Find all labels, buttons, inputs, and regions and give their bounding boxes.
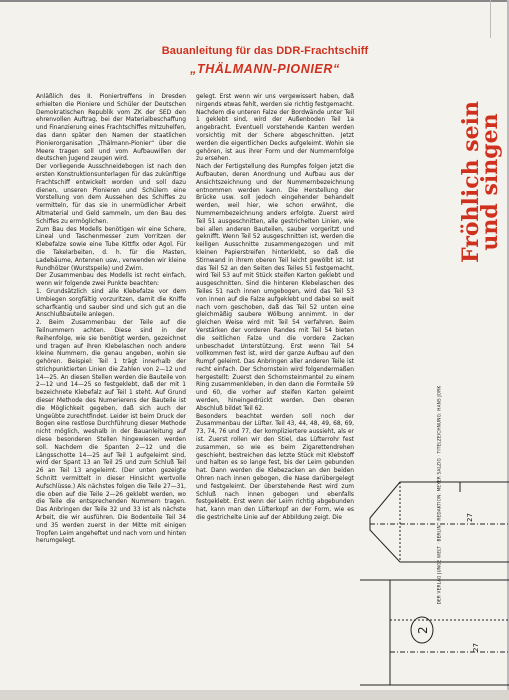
page-edge-fold <box>490 0 491 38</box>
paragraph: Anläßlich des II. Pioniertreffens in Dresden erhielten die Pioniere und Schüler der Deutschen Demokratischen Republik vom ZK der SED den ehrenvollen Auftrag, bei der Materialbeschaffung und Finanzierung eines Frachtschiffes mitzuhelfen, das dann später den Namen der staatlichen Pionierorganisation „Thälmann-Pionier“ über die Meere tragen soll und vom Aufbauwillen der deutschen Jugend zeugen wird. <box>36 94 186 163</box>
paragraph: Der Zusammenbau des Modells ist recht einfach, wenn wir folgende zwei Punkte beachten: <box>36 273 186 288</box>
cut-line-top <box>370 482 509 518</box>
page-edge-bottom <box>0 690 509 700</box>
paragraph: Der vorliegende Ausschneidebogen ist nach den ersten Konstruktionsunterlagen für das zukünftige Frachtschiff entwickelt worden und soll dazu dienen, unseren Pionieren und Schülern eine Vorstellung von dem Aussehen des Schiffes zu vermitteln, für das sie in unermüdlicher Arbeit Altmaterial und Geld sammeln, um den Bau des Schiffes zu ermöglichen. <box>36 164 186 225</box>
diagram-label: 27 <box>466 513 474 522</box>
paragraph: gelegt. Erst wenn wir uns vergewissert haben, daß nirgends etwas fehlt, werden sie richtig festgemacht. Nachdem die unteren Falze der Bordwände unter Teil 1 geklebt sind, wird der Außenboden Teil 1a angebracht. Eventuell vorstehende Kanten werden vorsichtig mit der Schere abgeschnitten. Jetzt werden die eigentlichen Decks aufgeleimt. Wohin sie gehören, ist aus ihrer Form und der Nummernfolge zu ersehen. <box>196 94 354 163</box>
document-title: Bauanleitung für das DDR-Frachtschiff <box>161 45 369 57</box>
cutout-outline <box>360 482 509 685</box>
paragraph: Zum Bau des Modells benötigen wir eine Schere, Lineal und Taschenmesser zum Vorritzen der Klebefalze sowie eine Tube Kittfix oder Agol. Für die Takelarbeiten, d. h. für die Masten, Ladebäume, Antennen usw., verwenden wir kleine Rundhölzer (Wurstspeile) und Zwirn. <box>36 226 186 272</box>
cut-line-bottom <box>370 518 509 562</box>
ship-name-title: „THÄLMANN-PIONIER“ <box>190 62 340 76</box>
text-column-left <box>36 94 186 546</box>
banner-line: Fröhlich sein <box>458 101 484 263</box>
paragraph: 2. Beim Zusammenbau der Teile auf die Teilnummern achten. Diese sind in der Reihenfolge, wie sie benötigt werden, gezeichnet und tragen auf ihren Klebelaschen noch andere kleine Nummern, die genau angeben, wohin sie gehören. Beispiel: Teil 1 trägt innerhalb der strichpunktierten Linien die Zahlen von 2—12 und 14—25. An diesen Stellen werden die Bauteile von 2—12 und 14—25 so festgeklebt, daß der mit 1 bezeichnete Klebefalz auf Teil 1 steht. Auf Grund dieser Methode des Numerierens der Bauteile ist die Möglichkeit gegeben, daß sich auch der Ungeübte zurechtfindet. Leider ist beim Druck der Bogen eine restlose Durchführung dieser Methode nicht möglich, weshalb in der Bauanleitung auf diese besonderen Stellen hingewiesen werden soll. Nachdem die Spanten 2—12 und die Längsschotte 14—25 auf Teil 1 aufgeleimt sind, wird der Spant 13 an Teil 25 und zum Schluß Teil 26 an Teil 13 angeleimt. (Der unten gezeigte Schnitt vermittelt in dieser Hinsicht wertvolle Aufschlüsse.) Als nächstes folgen die Teile 27—31, die oben auf die Teile 2—26 geklebt werden, wo die Teile die entsprechenden Nummern tragen. Das Anbringen der Teile 32 und 33 ist als nächste Arbeit, die wir ausführen. Die Bodenteile Teil 34 und 35 werden zuerst in der Mitte mit einigen Tropfen Leim angeheftet und nach vorn und hinten herumgelegt. <box>36 320 186 545</box>
title-block <box>120 45 410 76</box>
cutout-part-diagram <box>360 470 509 692</box>
part-number-label: 2 <box>416 626 430 634</box>
page-edge-top <box>0 0 509 2</box>
vertical-banner <box>458 42 504 322</box>
diagram-label: 27 <box>472 643 480 652</box>
banner-line: und singen <box>477 113 503 251</box>
imprint-text: DER VERLAG JUNGE WELT · BERLIN · REDAKTION: MEYER SALZIG · TITELZEICHNUNG: HANS JORK <box>436 385 442 605</box>
cut-line-lower-left <box>360 580 390 685</box>
paragraph: 1. Grundsätzlich sind alle Klebefalze vor dem Umbiegen sorgfältig vorzuritzen, damit die Kniffe scharfkantig und sauber sind und sich gut an die Anschlußbauteile anlegen. <box>36 288 186 319</box>
paragraph: Nach der Fertigstellung des Rumpfes folgen jetzt die Aufbauten, deren Anordnung und Aufbau aus der Ansichtszeichnung und der Nummernbezeichnung entnommen werden kann. Die Herstellung der Brücke usw. soll jedoch eingehender behandelt werden, weil hier, wie schon erwähnt, die Nummernbezeichnung anders erfolgte. Zuerst wird Teil 51 ausgeschnitten, alle gestrichelten Linien, wie bei allen anderen Bauteilen, sauber vorgeritzt und geknifft. Wenn Teil 52 ausgeschnitten ist, werden die keiligen Ausschnitte zusammengezogen und mit kleinen Papierstreifen hinterklebt, so daß die Stirnwand in ihrem oberen Teil leicht gewölbt ist. Ist das Teil 52 an den Seiten des Teiles 51 festgemacht, wird Teil 53 auf mit Stück steifen Karton geklebt und ausgeschnitten. Sind die hinteren Klebelaschen des Teiles 51 nach innen umgebogen, wird das Teil 53 von innen auf die Falze aufgeklebt und dabei so weit nach vorn geschoben, daß das Teil 52 unten eine gleichmäßig saubere Wölbung annimmt. In der gleichen Weise wird mit Teil 54 verfahren. Beim Verstärken der vorderen Randes mit Teil 54 bieten die seitlichen Falze und die vordere Zacken unbeschadet Unterstützung. Erst wenn Teil 54 vollkommen fest ist, wird der ganze Aufbau auf den Rumpf geleimt. Das Anbringen aller anderen Teile ist recht einfach. Der Schornstein wird folgendermaßen hergestellt: Zuerst den Schornsteinmantel zu einem Ring zusammenkleben, in den dann die Formteile 59 und 60, die vorher auf steifen Karton geleimt werden, hineingedrückt werden. Den oberen Abschluß bildet Teil 62. <box>196 164 354 412</box>
banner-logo-text <box>458 101 503 263</box>
paragraph: Besonders beachtet werden soll noch der Zusammenbau der Lüfter. Teil 43, 44, 48, 49, 68, 69, 73, 74, 76 und 77, der kompliziertere aussieht, als er ist. Zuerst rollen wir den Stiel, das Lüfterrohr fest zusammen, so wie es beim Zigarettendrehen geschieht, bestreichen das letzte Stück mit Klebstoff und halten es so lange fest, bis der Leim gebunden hat. Dann werden die Klebezacken an den beiden Ohren nach innen gebogen, die Nase darübergelegt und festgeleimt. Der überstehende Rest wird zum Schluß nach innen gebogen und ebenfalls festgeklebt. Erst wenn der Leim richtig abgebunden hat, kann man den Lüfterkopf an der Form, wie es die gestrichelte Linie auf der Abbildung zeigt. Die <box>196 413 354 522</box>
text-column-right <box>196 94 354 523</box>
